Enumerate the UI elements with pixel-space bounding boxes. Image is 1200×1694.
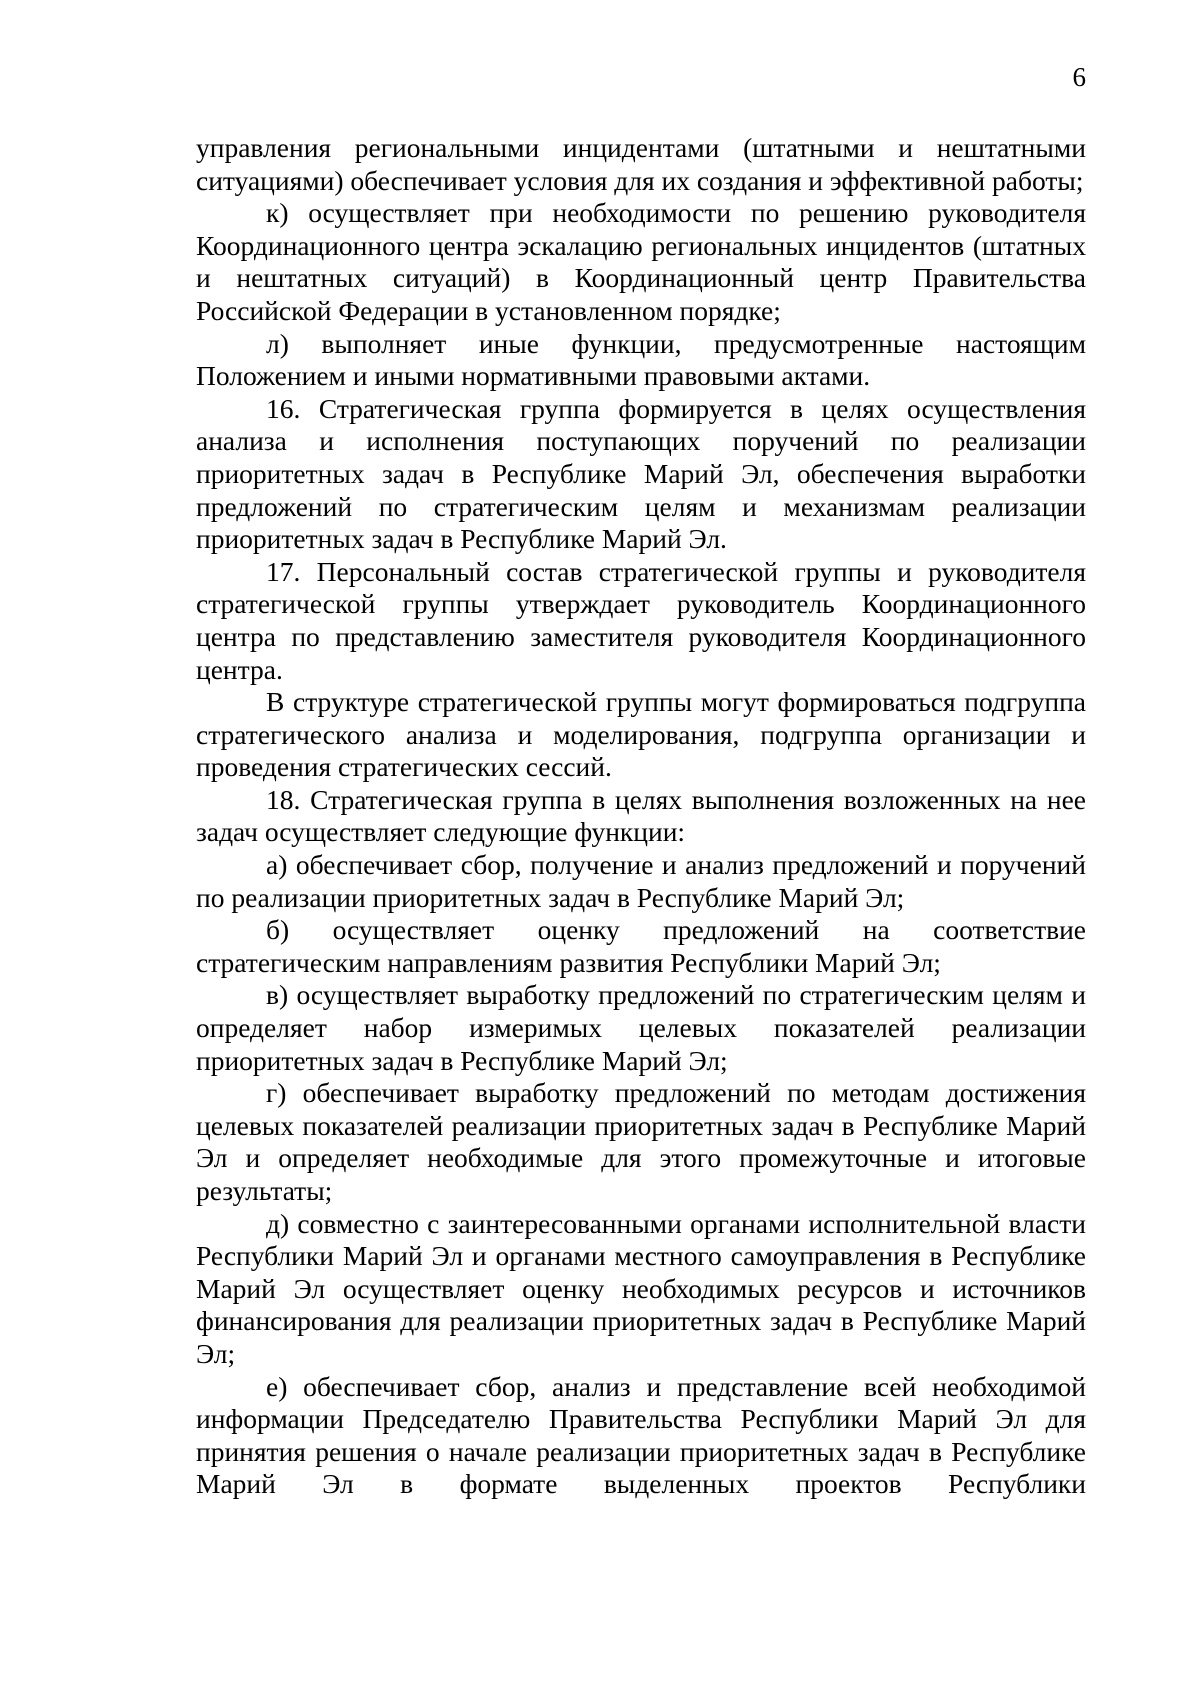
paragraph-16: 16. Стратегическая группа формируется в целях осуществления анализа и исполнения поступающих поручений по реализации приоритетных задач в Республике Марий Эл, обеспечения выработки предложений по стратегическим целям и механизмам реализации приоритетных задач в Республике Марий Эл. [196,392,1086,555]
paragraph-item-k: к) осуществляет при необходимости по решению руководителя Координационного центра эскалацию региональных инцидентов (штатных и нештатных ситуаций) в Координационный центр Правительства Российской Федерации в установленном порядке; [196,197,1086,326]
paragraph-item-a: а) обеспечивает сбор, получение и анализ предложений и поручений по реализации приоритетных задач в Республике Марий Эл; [196,849,1086,913]
document-body [196,132,1086,1501]
paragraph-item-v: в) осуществляет выработку предложений по стратегическим целям и определяет набор измеримых целевых показателей реализации приоритетных задач в Республике Марий Эл; [196,979,1086,1076]
paragraph-item-g: г) обеспечивает выработку предложений по методам достижения целевых показателей реализации приоритетных задач в Республике Марий Эл и определяет необходимые для этого промежуточные и итоговые результаты; [196,1077,1086,1206]
paragraph-17: 17. Персональный состав стратегической группы и руководителя стратегической группы утверждает руководитель Координационного центра по представлению заместителя руководителя Координационного центра. [196,555,1086,685]
paragraph-item-e: е) обеспечивает сбор, анализ и представление всей необходимой информации Председателю Правительства Республики Марий Эл для принятия решения о начале реализации приоритетных задач в Республике Марий Эл в формате выделенных проектов Республики [196,1370,1086,1500]
paragraph-item-d: д) совместно с заинтересованными органами исполнительной власти Республики Марий Эл и органами местного самоуправления в Республике Марий Эл осуществляет оценку необходимых ресурсов и источников финансирования для реализации приоритетных задач в Республике Марий Эл; [196,1207,1086,1369]
page-number: 6 [1072,62,1086,92]
paragraph-continuation: управления региональными инцидентами (штатными и нештатными ситуациями) обеспечивает условия для их создания и эффективной работы; [196,132,1086,196]
paragraph-18: 18. Стратегическая группа в целях выполнения возложенных на нее задач осуществляет следующие функции: [196,783,1086,848]
paragraph-item-b: б) осуществляет оценку предложений на соответствие стратегическим направлениям развития Республики Марий Эл; [196,914,1086,978]
paragraph-17-structure: В структуре стратегической группы могут формироваться подгруппа стратегического анализа и моделирования, подгруппа организации и проведения стратегических сессий. [196,686,1086,783]
paragraph-item-l: л) выполняет иные функции, предусмотренные настоящим Положением и иными нормативными правовыми актами. [196,327,1086,392]
